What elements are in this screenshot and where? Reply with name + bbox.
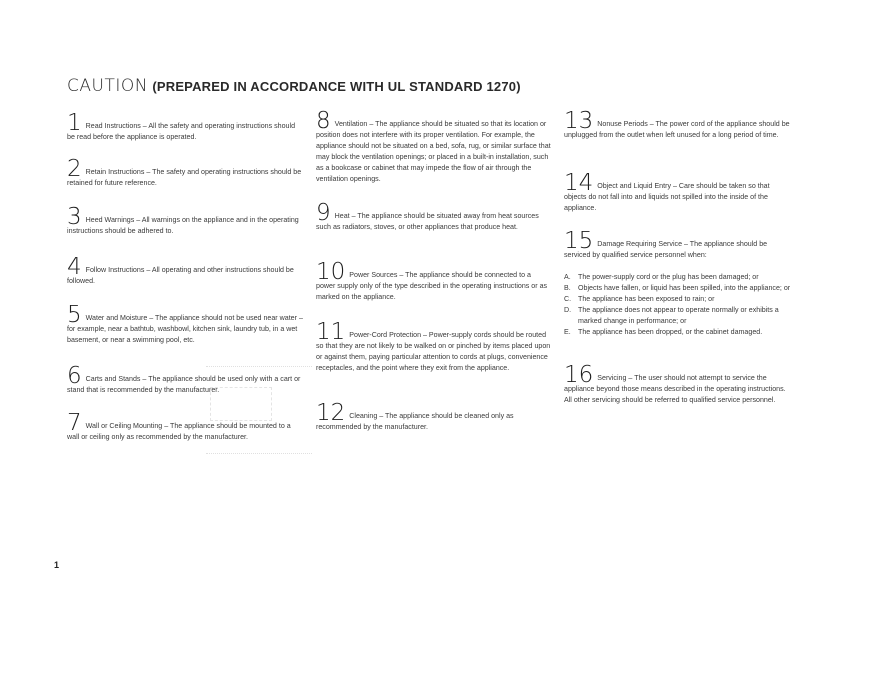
item-number: 10 xyxy=(316,259,346,285)
condition-text: The power-supply cord or the plug has been damaged; or xyxy=(578,273,759,281)
damage-condition xyxy=(564,283,794,294)
standard-subtitle: (PREPARED IN ACCORDANCE WITH UL STANDARD 1270) xyxy=(152,79,521,94)
instruction-item xyxy=(67,302,304,346)
instruction-item xyxy=(67,254,304,287)
damage-condition xyxy=(564,272,794,283)
item-number: 13 xyxy=(564,108,594,134)
item-text: Water and Moisture – The appliance should not be used near water – for example, near a bathtub, washbowl, kitchen sink, laundry tub, in a wet basement, or near a swimming pool, etc. xyxy=(67,314,303,344)
item-number: 12 xyxy=(316,400,346,426)
item-text: Nonuse Periods – The power cord of the appliance should be unplugged from the outlet when left unused for a long period of time. xyxy=(564,120,790,139)
item-text: Cleaning – The appliance should be cleaned only as recommended by the manufacturer. xyxy=(316,412,514,431)
condition-text: The appliance does not appear to operate normally or exhibits a marked change in performance; or xyxy=(578,305,779,325)
item-text: Read Instructions – All the safety and operating instructions should be read before the appliance is operated. xyxy=(67,122,296,141)
condition-letter: A. xyxy=(564,273,571,281)
instruction-item xyxy=(564,170,794,214)
item-text: Follow Instructions – All operating and other instructions should be followed. xyxy=(67,266,294,285)
instruction-item xyxy=(67,204,304,237)
item-number: 7 xyxy=(67,410,82,436)
scan-smudge xyxy=(206,366,312,454)
item-text: Damage Requiring Service – The appliance should be serviced by qualified service personnel when: xyxy=(564,240,768,259)
item-number: 6 xyxy=(67,363,82,389)
item-text: Carts and Stands – The appliance should be used only with a cart or stand that is recommended by the manufacturer. xyxy=(67,375,301,394)
instruction-item xyxy=(564,362,794,406)
caution-heading: CAUTION xyxy=(67,76,148,96)
item-text: Wall or Ceiling Mounting – The appliance should be mounted to a wall or ceiling only as recommended by the manufacturer. xyxy=(67,422,291,441)
item-number: 4 xyxy=(67,254,82,280)
item-text: Ventilation – The appliance should be situated so that its location or position does not interfere with its proper ventilation. For example, the appliance should not be situated on a bed, sofa, rug, or similar surface that may block the ventilation openings; or placed in a built-in installation, such as a bookcase or cabinet that may impede the flow of air through the ventilation openings. xyxy=(316,120,551,183)
instruction-item xyxy=(316,319,551,374)
instruction-item xyxy=(564,108,794,141)
instruction-item xyxy=(316,200,551,233)
condition-letter: D. xyxy=(564,305,572,314)
instruction-item xyxy=(316,108,551,185)
item-text: Power Sources – The appliance should be connected to a power supply only of the type described in the operating instructions or as marked on the appliance. xyxy=(316,271,548,301)
item-text: Servicing – The user should not attempt to service the appliance beyond those means described in the operating instructions. All other servicing should be referred to qualified service personnel. xyxy=(564,374,786,404)
item-number: 8 xyxy=(316,108,331,134)
item-text: Object and Liquid Entry – Care should be taken so that objects do not fall into and liquids not spilled into the inside of the appliance. xyxy=(564,182,770,212)
instruction-item xyxy=(67,156,304,189)
instruction-item xyxy=(67,110,304,143)
item-text: Heed Warnings – All warnings on the appliance and in the operating instructions should be adhered to. xyxy=(67,216,299,235)
damage-condition xyxy=(564,294,794,305)
condition-text: The appliance has been dropped, or the cabinet damaged. xyxy=(578,327,763,336)
instruction-item xyxy=(316,259,551,303)
item-number: 1 xyxy=(67,110,82,136)
instruction-item xyxy=(316,400,551,433)
instruction-item xyxy=(564,228,794,261)
item-number: 16 xyxy=(564,362,594,388)
item-number: 14 xyxy=(564,170,594,196)
item-number: 9 xyxy=(316,200,331,226)
item-number: 3 xyxy=(67,204,82,230)
item-text: Heat – The appliance should be situated away from heat sources such as radiators, stoves, or other appliances that produce heat. xyxy=(316,212,539,231)
item-text: Power-Cord Protection – Power-supply cords should be routed so that they are not likely to be walked on or pinched by items placed upon or against them, paying particular attention to cords at plugs, convenience receptacles, and the point where they exit from the appliance. xyxy=(316,331,551,372)
damage-condition xyxy=(564,305,794,327)
condition-text: The appliance has been exposed to rain; or xyxy=(578,294,715,303)
item-number: 2 xyxy=(67,156,82,182)
damage-condition-list xyxy=(564,272,794,337)
damage-condition xyxy=(564,327,794,338)
item-number: 5 xyxy=(67,302,82,328)
item-number: 11 xyxy=(316,319,346,345)
condition-letter: E. xyxy=(564,327,571,336)
page-title xyxy=(67,76,521,96)
item-number: 15 xyxy=(564,228,594,254)
condition-letter: C. xyxy=(564,294,572,303)
condition-text: Objects have fallen, or liquid has been spilled, into the appliance; or xyxy=(578,283,791,292)
page-number: 1 xyxy=(54,560,60,570)
item-text: Retain Instructions – The safety and operating instructions should be retained for future reference. xyxy=(67,168,302,187)
condition-letter: B. xyxy=(564,283,571,292)
